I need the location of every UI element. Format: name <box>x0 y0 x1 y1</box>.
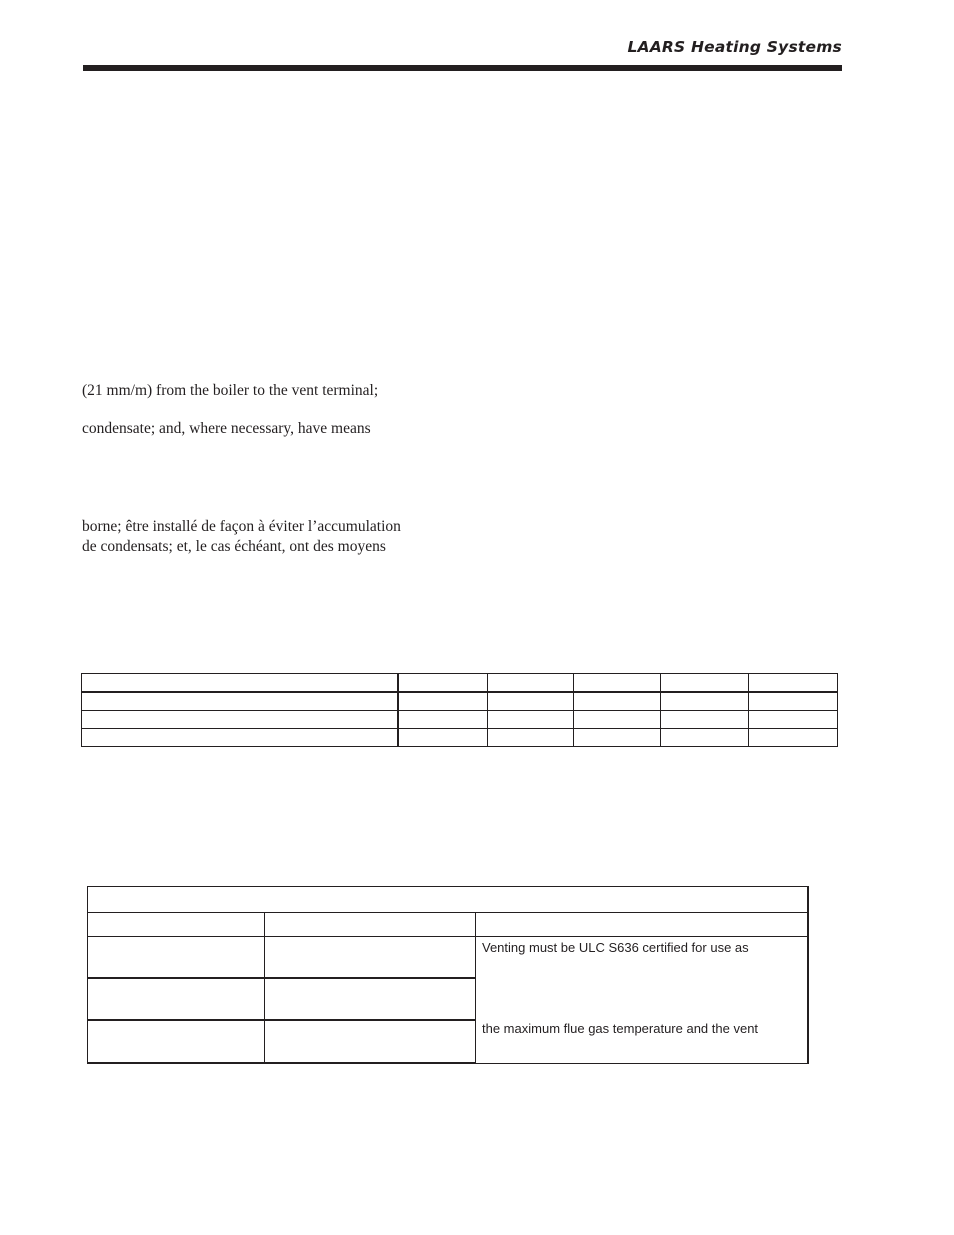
vent-dimension-table <box>81 673 838 747</box>
table-title-cell <box>88 887 808 913</box>
table-cell <box>661 692 749 711</box>
table-row <box>88 937 808 979</box>
table-cell <box>574 692 661 711</box>
table-cell <box>398 692 488 711</box>
header-rule <box>83 65 842 71</box>
table-row <box>82 692 838 711</box>
table-cell <box>88 913 265 937</box>
table-cell <box>749 692 838 711</box>
table-cell <box>661 729 749 747</box>
table-row <box>82 729 838 747</box>
table-cell <box>574 711 661 729</box>
table-header-row <box>88 913 808 937</box>
table-cell <box>488 674 574 693</box>
table-header-row <box>82 674 838 693</box>
table-cell <box>265 937 476 979</box>
body-text-line: (21 mm/m) from the boiler to the vent terminal; <box>82 382 379 399</box>
table-title-row <box>88 887 808 913</box>
body-text-line: de condensats; et, le cas échéant, ont des moyens <box>82 538 386 555</box>
table-cell <box>88 1020 265 1063</box>
venting-materials-table <box>87 886 809 1064</box>
table-cell <box>265 978 476 1020</box>
table-cell <box>265 1020 476 1063</box>
table-cell <box>398 674 488 693</box>
table-cell <box>476 913 808 937</box>
table-cell <box>749 729 838 747</box>
table-cell <box>265 913 476 937</box>
table-cell <box>82 729 398 747</box>
table-cell <box>749 711 838 729</box>
venting-note-line: the maximum flue gas temperature and the vent <box>482 1021 759 1036</box>
table-cell <box>398 711 488 729</box>
table-cell <box>88 978 265 1020</box>
table-cell <box>488 692 574 711</box>
table-cell <box>749 674 838 693</box>
table-row <box>82 711 838 729</box>
table-cell <box>574 729 661 747</box>
body-text-line: condensate; and, where necessary, have means <box>82 420 371 437</box>
table-cell <box>661 711 749 729</box>
table-cell <box>88 937 265 979</box>
header-title: LAARS Heating Systems <box>627 38 842 56</box>
table-cell <box>488 729 574 747</box>
body-text-line: borne; être installé de façon à éviter l’accumulation <box>82 518 401 535</box>
table-cell <box>574 674 661 693</box>
table-cell <box>398 729 488 747</box>
table-cell <box>82 674 398 693</box>
table-cell <box>661 674 749 693</box>
table-cell <box>82 711 398 729</box>
table-cell <box>488 711 574 729</box>
table-cell <box>82 692 398 711</box>
venting-note-line: Venting must be ULC S636 certified for use as <box>482 940 749 955</box>
venting-note-cell <box>476 937 808 1064</box>
